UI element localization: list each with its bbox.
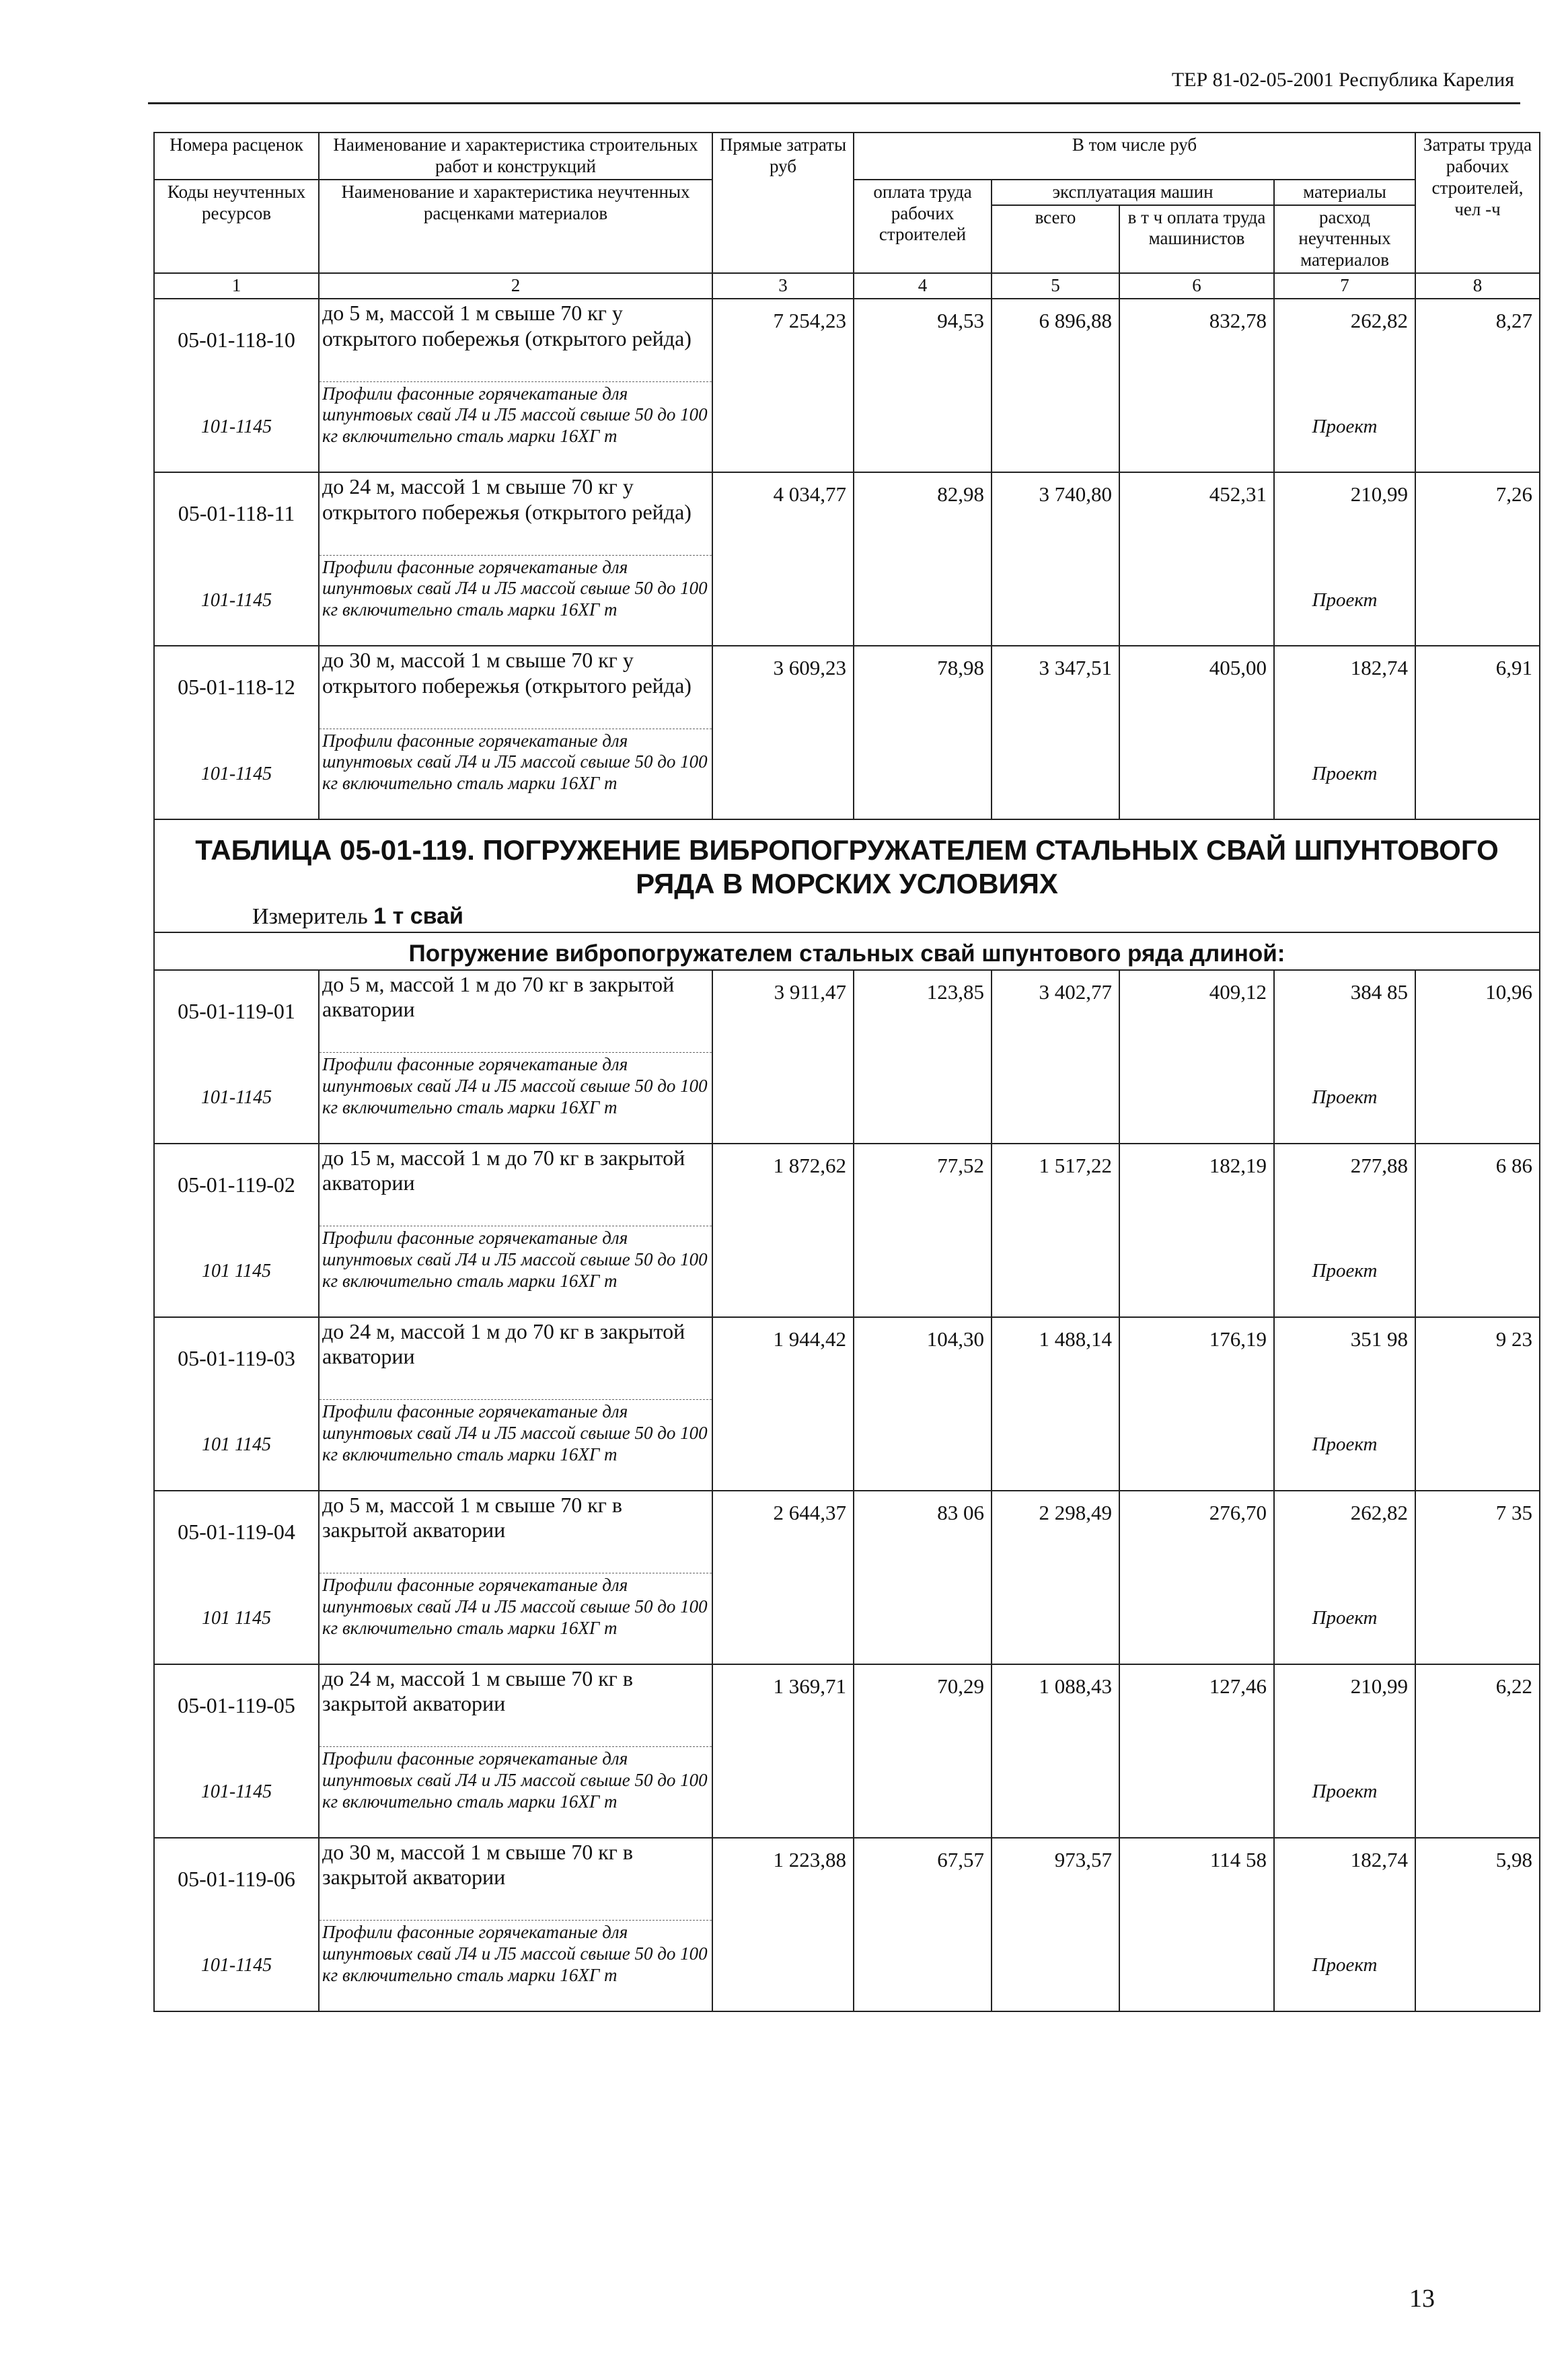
labor-cost: 78,98 <box>854 646 992 729</box>
resource-description: Профили фасонные горячекатаные для шпунтовых свай Л4 и Л5 массой свыше 50 до 100 кг включительно сталь марки 16ХГ т <box>319 729 712 819</box>
labor-cost: 77,52 <box>854 1144 992 1226</box>
labor-hours: 6 86 <box>1415 1144 1540 1226</box>
col-num: 1 <box>154 273 319 299</box>
empty-cell <box>712 1400 854 1491</box>
resource-code: 101 1145 <box>154 1226 319 1317</box>
machines-cost: 3 347,51 <box>992 646 1119 729</box>
empty-cell <box>1415 1400 1540 1491</box>
labor-cost: 67,57 <box>854 1838 992 1921</box>
table-row <box>154 1664 1540 1747</box>
col-num: 5 <box>992 273 1119 299</box>
operators-cost: 176,19 <box>1119 1317 1274 1400</box>
resource-code: 101-1145 <box>154 1053 319 1144</box>
subheading-row <box>154 932 1540 969</box>
resource-quantity: Проект <box>1274 1053 1415 1144</box>
operators-cost: 182,19 <box>1119 1144 1274 1226</box>
resource-row <box>154 381 1540 472</box>
operators-cost: 405,00 <box>1119 646 1274 729</box>
direct-cost: 1 872,62 <box>712 1144 854 1226</box>
section-title: ТАБЛИЦА 05-01-119. ПОГРУЖЕНИЕ ВИБРОПОГРУЖАТЕЛЕМ СТАЛЬНЫХ СВАЙ ШПУНТОВОГО РЯДА В МОРСКИХ УСЛОВИЯХ <box>154 819 1540 901</box>
empty-cell <box>854 1573 992 1664</box>
hdr-machines-total: всего <box>992 205 1119 274</box>
empty-cell <box>712 1573 854 1664</box>
rate-code: 05-01-119-02 <box>154 1144 319 1226</box>
rate-code: 05-01-118-10 <box>154 299 319 381</box>
direct-cost: 1 944,42 <box>712 1317 854 1400</box>
resource-code: 101-1145 <box>154 381 319 472</box>
empty-cell <box>1119 555 1274 646</box>
empty-cell <box>992 729 1119 819</box>
materials-cost: 182,74 <box>1274 1838 1415 1921</box>
empty-cell <box>1415 1226 1540 1317</box>
labor-hours: 7 35 <box>1415 1491 1540 1573</box>
hdr-exploitation: эксплуатация машин <box>992 180 1274 205</box>
hdr-codes-top: Номера расценок <box>154 133 319 180</box>
empty-cell <box>712 729 854 819</box>
empty-cell <box>1119 381 1274 472</box>
resource-code: 101-1145 <box>154 1747 319 1838</box>
materials-cost: 384 85 <box>1274 970 1415 1053</box>
table-row <box>154 1144 1540 1226</box>
empty-cell <box>1415 1053 1540 1144</box>
resource-quantity: Проект <box>1274 555 1415 646</box>
labor-hours: 5,98 <box>1415 1838 1540 1921</box>
materials-cost: 262,82 <box>1274 299 1415 381</box>
col-num: 4 <box>854 273 992 299</box>
col-num: 8 <box>1415 273 1540 299</box>
empty-cell <box>854 1226 992 1317</box>
empty-cell <box>854 1747 992 1838</box>
table-row <box>154 1491 1540 1573</box>
operators-cost: 409,12 <box>1119 970 1274 1053</box>
labor-cost: 83 06 <box>854 1491 992 1573</box>
resource-code: 101-1145 <box>154 729 319 819</box>
rate-code: 05-01-119-04 <box>154 1491 319 1573</box>
resource-description: Профили фасонные горячекатаные для шпунтовых свай Л4 и Л5 массой свыше 50 до 100 кг включительно сталь марки 16ХГ т <box>319 1400 712 1491</box>
resource-description: Профили фасонные горячекатаные для шпунтовых свай Л4 и Л5 массой свыше 50 до 100 кг включительно сталь марки 16ХГ т <box>319 1226 712 1317</box>
empty-cell <box>1415 729 1540 819</box>
labor-cost: 123,85 <box>854 970 992 1053</box>
col-num: 3 <box>712 273 854 299</box>
resource-row <box>154 1921 1540 2011</box>
labor-hours: 9 23 <box>1415 1317 1540 1400</box>
direct-cost: 2 644,37 <box>712 1491 854 1573</box>
resource-code: 101-1145 <box>154 1921 319 2011</box>
resource-row <box>154 1053 1540 1144</box>
col-num: 2 <box>319 273 712 299</box>
direct-cost: 1 223,88 <box>712 1838 854 1921</box>
resource-row <box>154 729 1540 819</box>
resource-description: Профили фасонные горячекатаные для шпунтовых свай Л4 и Л5 массой свыше 50 до 100 кг включительно сталь марки 16ХГ т <box>319 1573 712 1664</box>
table-row <box>154 1317 1540 1400</box>
empty-cell <box>1119 1573 1274 1664</box>
empty-cell <box>1119 1226 1274 1317</box>
work-description: до 5 м, массой 1 м свыше 70 кг в закрытой акватории <box>319 1491 712 1573</box>
work-description: до 24 м, массой 1 м свыше 70 кг в закрытой акватории <box>319 1664 712 1747</box>
empty-cell <box>992 1573 1119 1664</box>
labor-hours: 10,96 <box>1415 970 1540 1053</box>
rate-code: 05-01-119-03 <box>154 1317 319 1400</box>
resource-quantity: Проект <box>1274 1400 1415 1491</box>
hdr-direct: Прямые затраты руб <box>712 133 854 273</box>
empty-cell <box>854 1053 992 1144</box>
hdr-hours: Затраты труда рабочих строителей, чел -ч <box>1415 133 1540 273</box>
direct-cost: 7 254,23 <box>712 299 854 381</box>
resource-description: Профили фасонные горячекатаные для шпунтовых свай Л4 и Л5 массой свыше 50 до 100 кг включительно сталь марки 16ХГ т <box>319 1921 712 2011</box>
resource-row <box>154 1747 1540 1838</box>
empty-cell <box>712 1053 854 1144</box>
rate-code: 05-01-119-01 <box>154 970 319 1053</box>
rate-code: 05-01-119-06 <box>154 1838 319 1921</box>
meter-label: Измеритель <box>252 904 368 930</box>
labor-hours: 7,26 <box>1415 472 1540 555</box>
rate-code: 05-01-118-12 <box>154 646 319 729</box>
empty-cell <box>854 381 992 472</box>
materials-cost: 351 98 <box>1274 1317 1415 1400</box>
resource-quantity: Проект <box>1274 729 1415 819</box>
subheading: Погружение вибропогружателем стальных свай шпунтового ряда длиной: <box>154 932 1540 969</box>
work-description: до 5 м, массой 1 м свыше 70 кг у открытого побережья (открытого рейда) <box>319 299 712 381</box>
materials-cost: 262,82 <box>1274 1491 1415 1573</box>
empty-cell <box>712 381 854 472</box>
empty-cell <box>1119 729 1274 819</box>
header-row-1 <box>154 133 1540 180</box>
rate-code: 05-01-118-11 <box>154 472 319 555</box>
direct-cost: 3 609,23 <box>712 646 854 729</box>
labor-cost: 104,30 <box>854 1317 992 1400</box>
empty-cell <box>854 555 992 646</box>
materials-cost: 277,88 <box>1274 1144 1415 1226</box>
header-rule <box>148 102 1520 104</box>
empty-cell <box>1119 1921 1274 2011</box>
empty-cell <box>992 1226 1119 1317</box>
hdr-operators: в т ч оплата труда машинистов <box>1119 205 1274 274</box>
table-row <box>154 1838 1540 1921</box>
operators-cost: 452,31 <box>1119 472 1274 555</box>
work-description: до 15 м, массой 1 м до 70 кг в закрытой акватории <box>319 1144 712 1226</box>
empty-cell <box>854 1400 992 1491</box>
machines-cost: 2 298,49 <box>992 1491 1119 1573</box>
hdr-name-bottom: Наименование и характеристика неучтенных расценками материалов <box>319 180 712 273</box>
table-row <box>154 299 1540 381</box>
labor-cost: 82,98 <box>854 472 992 555</box>
price-table <box>153 132 1540 2011</box>
resource-description: Профили фасонные горячекатаные для шпунтовых свай Л4 и Л5 массой свыше 50 до 100 кг включительно сталь марки 16ХГ т <box>319 381 712 472</box>
resource-quantity: Проект <box>1274 1573 1415 1664</box>
hdr-including: В том числе руб <box>854 133 1415 180</box>
rate-code: 05-01-119-05 <box>154 1664 319 1747</box>
resource-quantity: Проект <box>1274 1921 1415 2011</box>
operators-cost: 127,46 <box>1119 1664 1274 1747</box>
work-description: до 30 м, массой 1 м свыше 70 кг у открытого побережья (открытого рейда) <box>319 646 712 729</box>
col-num: 7 <box>1274 273 1415 299</box>
direct-cost: 4 034,77 <box>712 472 854 555</box>
empty-cell <box>1415 555 1540 646</box>
empty-cell <box>1119 1747 1274 1838</box>
work-description: до 24 м, массой 1 м свыше 70 кг у открытого побережья (открытого рейда) <box>319 472 712 555</box>
operators-cost: 114 58 <box>1119 1838 1274 1921</box>
resource-row <box>154 555 1540 646</box>
empty-cell <box>1415 1921 1540 2011</box>
machines-cost: 3 402,77 <box>992 970 1119 1053</box>
resource-description: Профили фасонные горячекатаные для шпунтовых свай Л4 и Л5 массой свыше 50 до 100 кг включительно сталь марки 16ХГ т <box>319 1053 712 1144</box>
materials-cost: 210,99 <box>1274 1664 1415 1747</box>
hdr-name-top: Наименование и характеристика строительных работ и конструкций <box>319 133 712 180</box>
machines-cost: 3 740,80 <box>992 472 1119 555</box>
hdr-unaccounted: расход неучтенных материалов <box>1274 205 1415 274</box>
resource-row <box>154 1573 1540 1664</box>
materials-cost: 182,74 <box>1274 646 1415 729</box>
empty-cell <box>712 1921 854 2011</box>
table-row <box>154 646 1540 729</box>
operators-cost: 832,78 <box>1119 299 1274 381</box>
table-row <box>154 472 1540 555</box>
materials-cost: 210,99 <box>1274 472 1415 555</box>
direct-cost: 3 911,47 <box>712 970 854 1053</box>
work-description: до 30 м, массой 1 м свыше 70 кг в закрытой акватории <box>319 1838 712 1921</box>
empty-cell <box>992 381 1119 472</box>
resource-description: Профили фасонные горячекатаные для шпунтовых свай Л4 и Л5 массой свыше 50 до 100 кг включительно сталь марки 16ХГ т <box>319 555 712 646</box>
hdr-codes-bottom: Коды неучтенных ресурсов <box>154 180 319 273</box>
empty-cell <box>712 555 854 646</box>
labor-hours: 6,91 <box>1415 646 1540 729</box>
resource-quantity: Проект <box>1274 381 1415 472</box>
machines-cost: 6 896,88 <box>992 299 1119 381</box>
labor-hours: 8,27 <box>1415 299 1540 381</box>
work-description: до 24 м, массой 1 м до 70 кг в закрытой акватории <box>319 1317 712 1400</box>
empty-cell <box>1415 1747 1540 1838</box>
resource-quantity: Проект <box>1274 1747 1415 1838</box>
meter-value: 1 т свай <box>373 903 463 930</box>
machines-cost: 1 488,14 <box>992 1317 1119 1400</box>
empty-cell <box>1415 381 1540 472</box>
labor-cost: 70,29 <box>854 1664 992 1747</box>
empty-cell <box>992 1921 1119 2011</box>
empty-cell <box>992 555 1119 646</box>
operators-cost: 276,70 <box>1119 1491 1274 1573</box>
empty-cell <box>712 1747 854 1838</box>
table-row <box>154 970 1540 1053</box>
empty-cell <box>992 1747 1119 1838</box>
labor-hours: 6,22 <box>1415 1664 1540 1747</box>
resource-description: Профили фасонные горячекатаные для шпунтовых свай Л4 и Л5 массой свыше 50 до 100 кг включительно сталь марки 16ХГ т <box>319 1747 712 1838</box>
empty-cell <box>1119 1053 1274 1144</box>
machines-cost: 1 517,22 <box>992 1144 1119 1226</box>
labor-cost: 94,53 <box>854 299 992 381</box>
page-number: 13 <box>1409 2284 1435 2313</box>
col-num: 6 <box>1119 273 1274 299</box>
document-header: ТЕР 81-02-05-2001 Республика Карелия <box>1171 69 1514 91</box>
resource-code: 101 1145 <box>154 1573 319 1664</box>
resource-row <box>154 1226 1540 1317</box>
hdr-labor: оплата труда рабочих строителей <box>854 180 992 273</box>
machines-cost: 973,57 <box>992 1838 1119 1921</box>
column-numbers-row <box>154 273 1540 299</box>
work-description: до 5 м, массой 1 м до 70 кг в закрытой акватории <box>319 970 712 1053</box>
empty-cell <box>1415 1573 1540 1664</box>
resource-code: 101-1145 <box>154 555 319 646</box>
hdr-materials: материалы <box>1274 180 1415 205</box>
empty-cell <box>854 729 992 819</box>
resource-quantity: Проект <box>1274 1226 1415 1317</box>
meter-row <box>154 901 1540 932</box>
direct-cost: 1 369,71 <box>712 1664 854 1747</box>
empty-cell <box>992 1400 1119 1491</box>
section-title-row <box>154 819 1540 901</box>
empty-cell <box>712 1226 854 1317</box>
empty-cell <box>1119 1400 1274 1491</box>
empty-cell <box>992 1053 1119 1144</box>
resource-row <box>154 1400 1540 1491</box>
empty-cell <box>854 1921 992 2011</box>
machines-cost: 1 088,43 <box>992 1664 1119 1747</box>
resource-code: 101 1145 <box>154 1400 319 1491</box>
